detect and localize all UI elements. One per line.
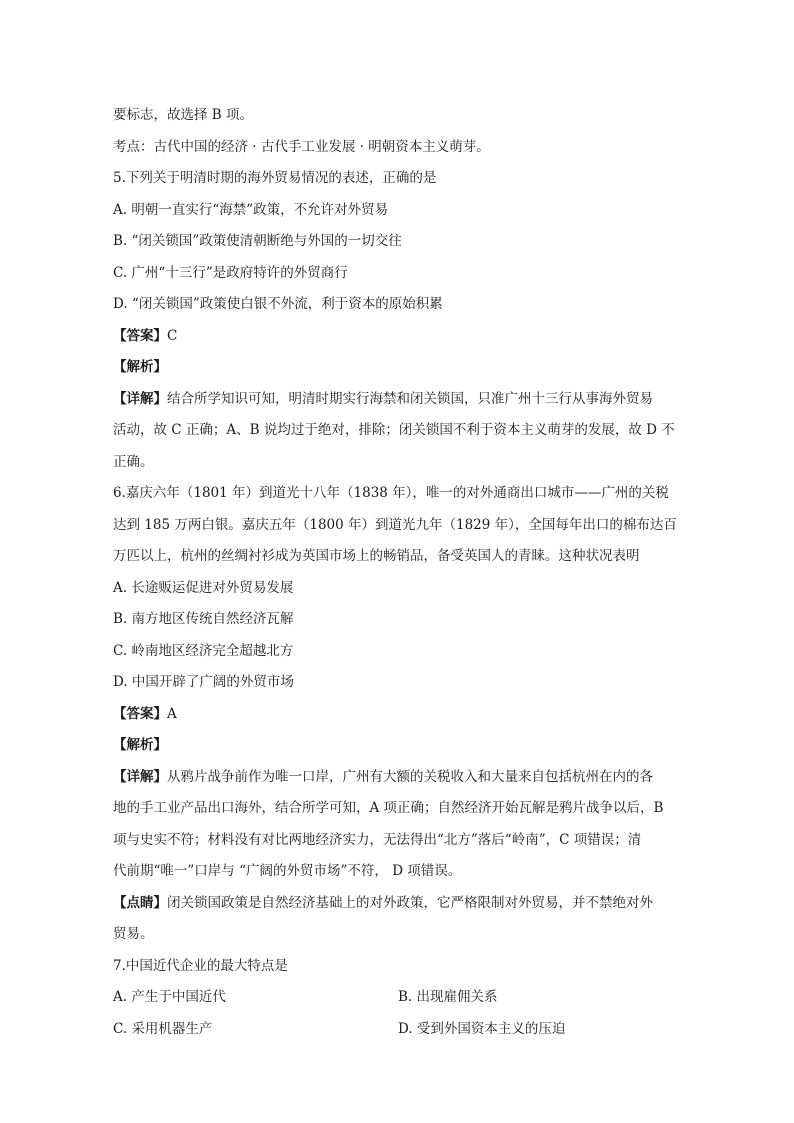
q6-dianjing-line-1 bbox=[113, 888, 683, 920]
kaodian-line: 考点：古代中国的经济 · 古代手工业发展 · 明朝资本主义萌芽。 bbox=[113, 138, 490, 155]
q6-option-b: B. 南方地区传统自然经济瓦解 bbox=[113, 611, 294, 627]
q6-detail-line-2: 地的手工业产品出口海外，结合所学可知，A 项正确；自然经济开始瓦解是鸦片战争以后，B bbox=[113, 800, 664, 816]
q6-detail-label: 【详解】 bbox=[113, 768, 167, 785]
q6-stem-line-2: 达到 185 万两白银。嘉庆五年（1800 年）到道光九年（1829 年），全国每年出口的棉布达百 bbox=[113, 516, 677, 533]
q6-option-a: A. 长途贩运促进对外贸易发展 bbox=[113, 579, 294, 596]
q5-jiexi: 【解析】 bbox=[113, 359, 167, 375]
q6-detail-line-1 bbox=[113, 762, 683, 794]
q6-detail-line-4: 代前期“唯一”口岸与 “广阔的外贸市场”不符， D 项错误。 bbox=[113, 863, 462, 879]
q5-detail-line-3: 正确。 bbox=[113, 453, 154, 470]
q5-option-b: B. “闭关锁国”政策使清朝断绝与外国的一切交往 bbox=[113, 233, 402, 249]
q6-answer-value: A bbox=[167, 705, 177, 722]
q6-option-d: D. 中国开辟了广阔的外贸市场 bbox=[113, 674, 294, 690]
q6-dianjing-line-2: 贸易。 bbox=[113, 926, 154, 942]
q5-answer bbox=[113, 321, 683, 353]
q5-option-c: C. 广州“十三行”是政府特许的外贸商行 bbox=[113, 264, 348, 281]
q7-option-c: C. 采用机器生产 bbox=[113, 1020, 213, 1037]
q6-option-c: C. 岭南地区经济完全超越北方 bbox=[113, 642, 294, 659]
prev-answer-tail: 要标志，故选择 B 项。 bbox=[113, 107, 254, 123]
q5-stem: 5.下列关于明清时期的海外贸易情况的表述，正确的是 bbox=[113, 170, 437, 186]
q6-stem-line-1: 6.嘉庆六年（1801 年）到道光十八年（1838 年），唯一的对外通商出口城市——广州的关税 bbox=[113, 485, 669, 501]
q5-detail-text-1: 结合所学知识可知，明清时期实行海禁和闭关锁国，只准广州十三行从事海外贸易 bbox=[167, 390, 653, 407]
q5-detail-label: 【详解】 bbox=[113, 390, 167, 407]
q5-answer-label: 【答案】 bbox=[113, 327, 167, 344]
q6-detail-text-1: 从鸦片战争前作为唯一口岸，广州有大额的关税收入和大量来自包括杭州在内的各 bbox=[167, 768, 653, 785]
q6-detail-line-3: 项与史实不符；材料没有对比两地经济实力，无法得出“北方”落后“岭南”，C 项错误；清 bbox=[113, 831, 642, 848]
q7-option-d: D. 受到外国资本主义的压迫 bbox=[398, 1020, 566, 1037]
q6-stem-line-3: 万匹以上，杭州的丝绸衬衫成为英国市场上的畅销品，备受英国人的青睐。这种状况表明 bbox=[113, 548, 640, 564]
q7-stem: 7.中国近代企业的最大特点是 bbox=[113, 957, 288, 974]
q5-option-d: D. “闭关锁国”政策使白银不外流，利于资本的原始积累 bbox=[113, 296, 443, 312]
q6-dianjing-text-1: 闭关锁国政策是自然经济基础上的对外政策，它严格限制对外贸易，并不禁绝对外 bbox=[167, 894, 653, 911]
q7-option-b: B. 出现雇佣关系 bbox=[398, 989, 498, 1005]
q5-detail-line-1 bbox=[113, 384, 683, 416]
q6-dianjing-label: 【点睛】 bbox=[113, 894, 167, 911]
q7-option-a: A. 产生于中国近代 bbox=[113, 989, 226, 1005]
q6-jiexi: 【解析】 bbox=[113, 737, 167, 753]
q6-answer bbox=[113, 699, 683, 731]
q5-answer-value: C bbox=[167, 327, 178, 344]
q5-option-a: A. 明朝一直实行“海禁”政策，不允许对外贸易 bbox=[113, 201, 389, 218]
q6-answer-label: 【答案】 bbox=[113, 705, 167, 722]
q7-options-row-2 bbox=[113, 1014, 683, 1046]
q7-options-row-1 bbox=[113, 982, 683, 1014]
document-content bbox=[113, 100, 683, 1045]
q5-detail-line-2: 活动，故 C 正确；A、B 说均过于绝对，排除；闭关锁国不利于资本主义萌芽的发展，故 D 不 bbox=[113, 422, 675, 438]
